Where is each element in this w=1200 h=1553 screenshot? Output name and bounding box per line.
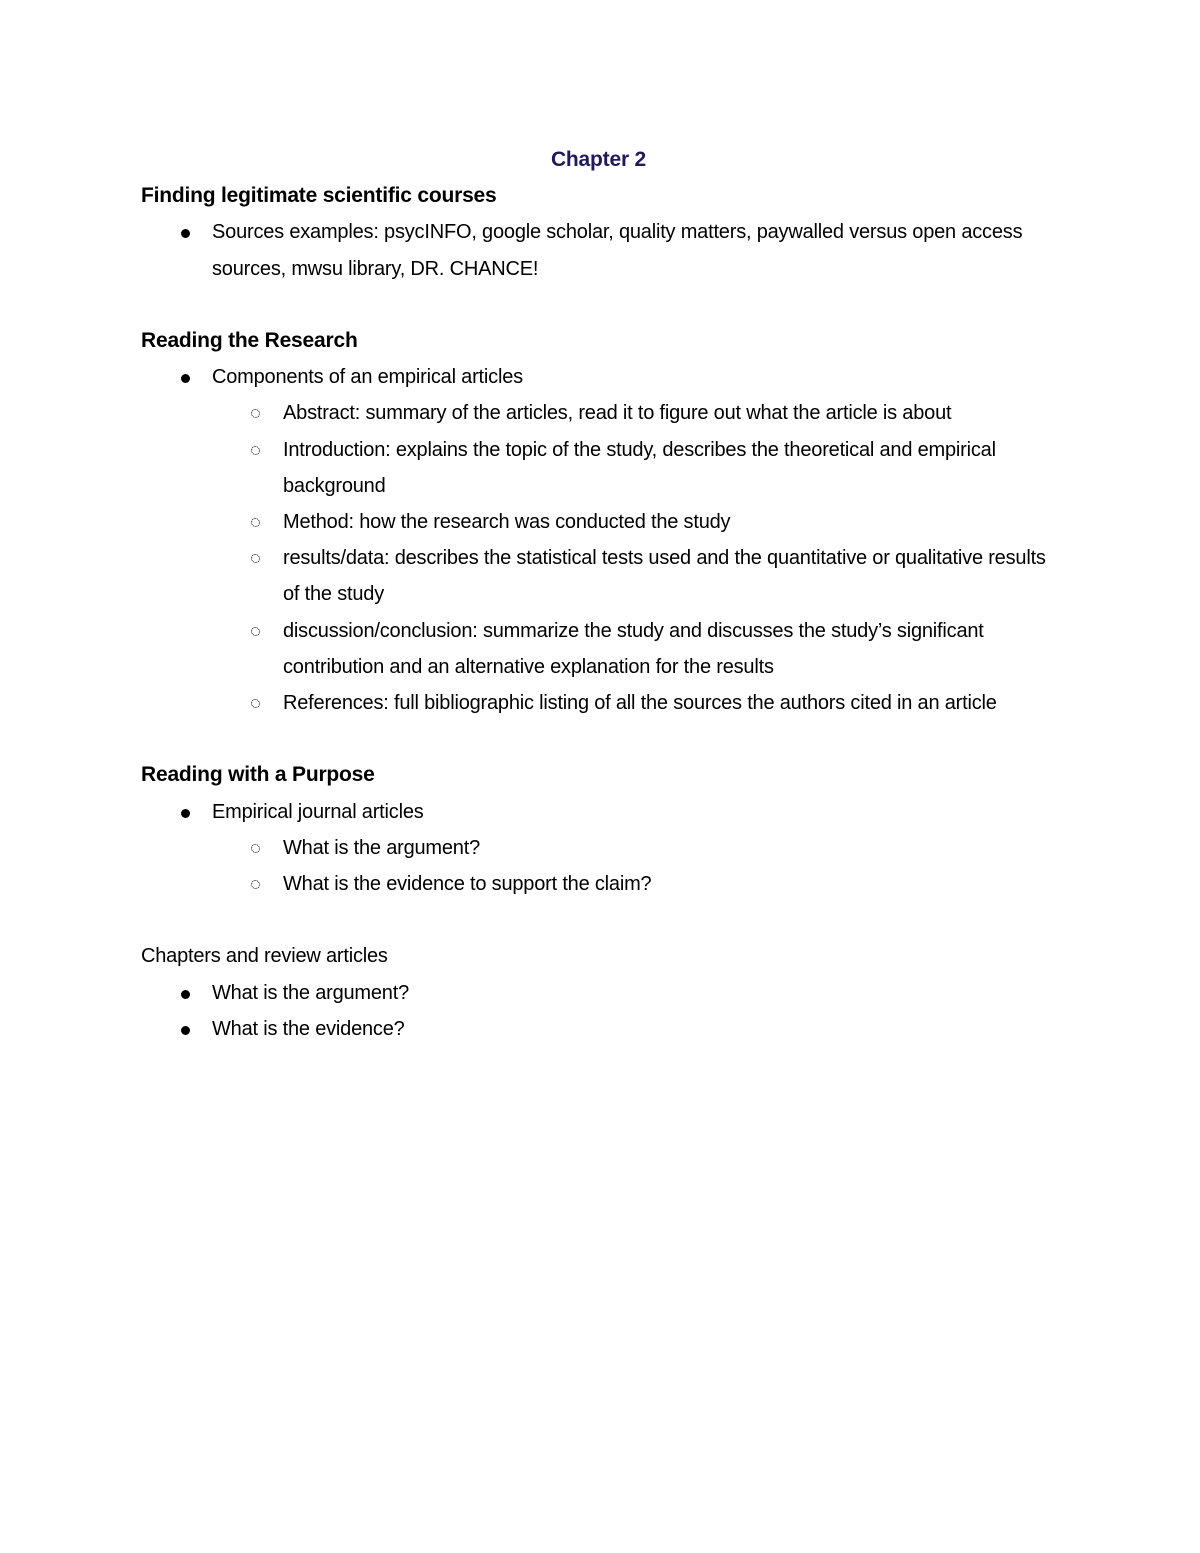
section-heading: Reading the Research <box>141 329 358 352</box>
section-finding-sources <box>141 178 1051 287</box>
sub-item-text: Method: how the research was conducted the study <box>283 511 731 534</box>
sub-item-text: Introduction: explains the topic of the study, describes the theoretical and empirical background <box>283 438 996 497</box>
bullet-icon <box>181 990 190 999</box>
section-heading-plain: Chapters and review articles <box>141 945 388 968</box>
circle-bullet-icon <box>251 409 260 418</box>
sub-list-item <box>141 432 1051 504</box>
bullet-icon <box>181 374 190 383</box>
list-item-text: Components of an empirical articles <box>212 366 523 389</box>
sub-item-text: What is the evidence to support the claim? <box>283 873 652 896</box>
sub-item-text: Abstract: summary of the articles, read it to figure out what the article is about <box>283 402 952 425</box>
list-item <box>141 794 1051 830</box>
sub-list-item <box>141 504 1051 540</box>
bullet-icon <box>181 809 190 818</box>
list-item-text: What is the evidence? <box>212 1017 405 1040</box>
list-item <box>141 359 1051 395</box>
section-reading-purpose <box>141 757 1051 902</box>
list-item-text: What is the argument? <box>212 981 410 1004</box>
sub-item-text: discussion/conclusion: summarize the study and discusses the study’s significant contribution and an alternative explanation for the results <box>283 619 984 678</box>
sub-list-item <box>141 395 1051 431</box>
list-item <box>141 1011 1051 1047</box>
sub-list-item <box>141 685 1051 721</box>
list-item-text: Sources examples: psycINFO, google scholar, quality matters, paywalled versus open access sources, mwsu library, DR. CHANCE! <box>212 221 1023 280</box>
circle-bullet-icon <box>251 554 260 563</box>
sub-item-text: results/data: describes the statistical tests used and the quantitative or qualitative results of the study <box>283 547 1046 606</box>
sub-list-item <box>141 866 1051 902</box>
section-reading-research <box>141 323 1051 721</box>
sub-list-item <box>141 613 1051 685</box>
circle-bullet-icon <box>251 699 260 708</box>
bullet-icon <box>181 1026 190 1035</box>
section-heading: Reading with a Purpose <box>141 763 375 787</box>
list-item <box>141 975 1051 1011</box>
sub-item-text: What is the argument? <box>283 836 481 859</box>
document-title: Chapter 2 <box>550 148 647 171</box>
list-item <box>141 214 1051 286</box>
bullet-icon <box>181 229 190 238</box>
section-chapters-review <box>141 938 1051 1047</box>
document-page <box>141 142 1051 1047</box>
circle-bullet-icon <box>251 518 260 527</box>
circle-bullet-icon <box>251 627 260 636</box>
circle-bullet-icon <box>251 446 260 455</box>
sub-list-item <box>141 830 1051 866</box>
circle-bullet-icon <box>251 844 260 853</box>
list-item-text: Empirical journal articles <box>212 800 424 823</box>
sub-list-item <box>141 540 1051 612</box>
sub-item-text: References: full bibliographic listing of all the sources the authors cited in an article <box>283 692 997 715</box>
circle-bullet-icon <box>251 880 260 889</box>
section-heading: Finding legitimate scientific courses <box>141 184 497 208</box>
